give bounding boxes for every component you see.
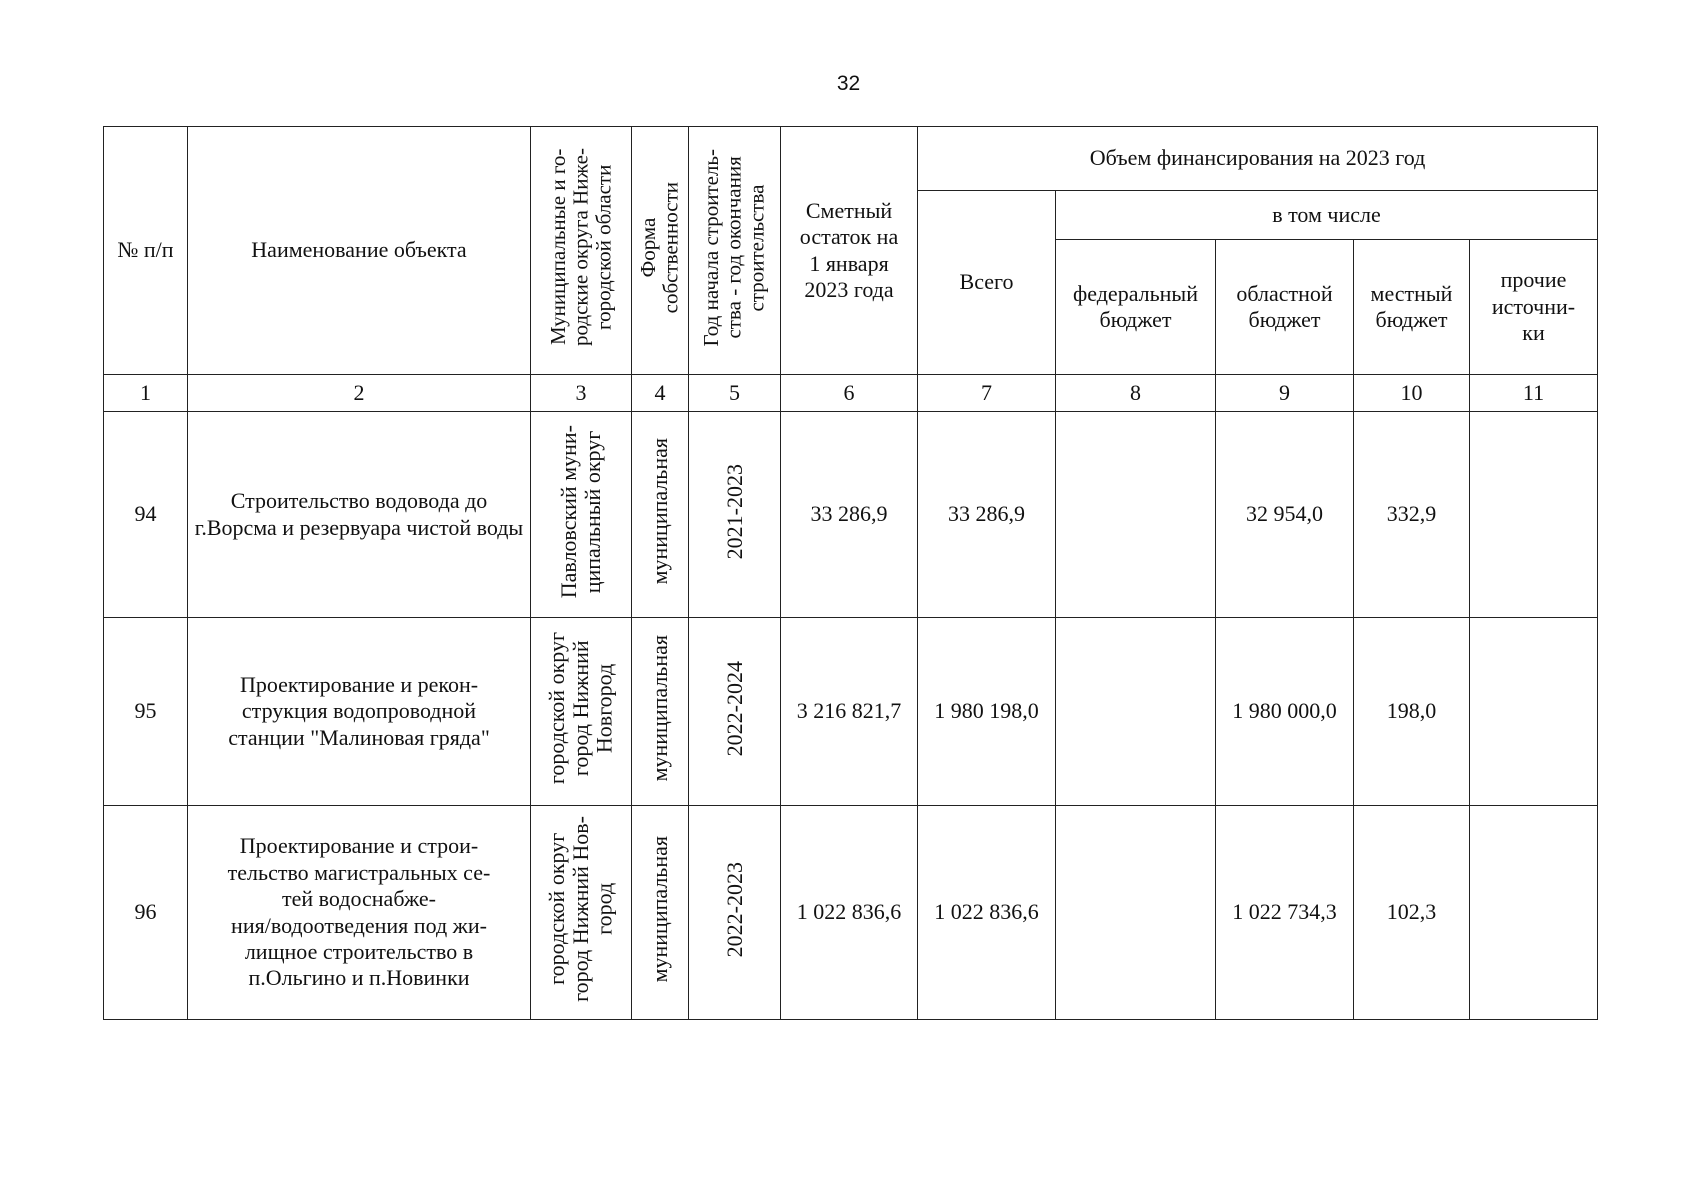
column-number: 9 bbox=[1216, 375, 1354, 412]
row-other bbox=[1470, 412, 1598, 618]
page-number: 32 bbox=[836, 72, 861, 95]
header-years: Год начала строитель- ства - год окончания строительства bbox=[689, 127, 781, 375]
row-other bbox=[1470, 806, 1598, 1020]
row-name: Строительство водовода до г.Ворсма и резервуара чистой воды bbox=[188, 412, 531, 618]
row-local: 102,3 bbox=[1354, 806, 1470, 1020]
header-regional: областной бюджет bbox=[1216, 240, 1354, 375]
column-number: 5 bbox=[689, 375, 781, 412]
header-other: прочие источни- ки bbox=[1470, 240, 1598, 375]
row-total: 33 286,9 bbox=[918, 412, 1056, 618]
row-name: Проектирование и рекон- струкция водопроводной станции "Малиновая гряда" bbox=[188, 618, 531, 806]
row-municipality: Павловский муни- ципальный округ bbox=[531, 412, 632, 618]
column-number: 8 bbox=[1056, 375, 1216, 412]
row-years: 2021-2023 bbox=[689, 412, 781, 618]
row-balance: 33 286,9 bbox=[781, 412, 918, 618]
row-ownership: муниципальная bbox=[632, 412, 689, 618]
row-balance: 1 022 836,6 bbox=[781, 806, 918, 1020]
row-regional: 1 980 000,0 bbox=[1216, 618, 1354, 806]
row-federal bbox=[1056, 412, 1216, 618]
column-number: 10 bbox=[1354, 375, 1470, 412]
row-municipality: городской округ город Нижний Новгород bbox=[531, 618, 632, 806]
row-name: Проектирование и строи- тельство магистральных се- тей водоснабже- ния/водоотведения под жи- лищное строительство в п.Ольгино и п.Новинки bbox=[188, 806, 531, 1020]
row-municipality: городской округ город Нижний Нов- город bbox=[531, 806, 632, 1020]
column-number: 3 bbox=[531, 375, 632, 412]
table-row bbox=[104, 618, 1598, 806]
header-municipality: Муниципальные и го- родские округа Ниже- городской области bbox=[531, 127, 632, 375]
header-local: местный бюджет bbox=[1354, 240, 1470, 375]
row-federal bbox=[1056, 618, 1216, 806]
row-ownership: муниципальная bbox=[632, 618, 689, 806]
row-years: 2022-2024 bbox=[689, 618, 781, 806]
row-num: 96 bbox=[104, 806, 188, 1020]
header-total: Всего bbox=[918, 191, 1056, 375]
column-number: 6 bbox=[781, 375, 918, 412]
header-federal: федеральный бюджет bbox=[1056, 240, 1216, 375]
row-federal bbox=[1056, 806, 1216, 1020]
header-num: № п/п bbox=[104, 127, 188, 375]
header-ownership: Форма собственности bbox=[632, 127, 689, 375]
financing-table bbox=[103, 126, 1598, 1020]
header-financing: Объем финансирования на 2023 год bbox=[918, 127, 1598, 191]
row-total: 1 980 198,0 bbox=[918, 618, 1056, 806]
row-regional: 1 022 734,3 bbox=[1216, 806, 1354, 1020]
header-including: в том числе bbox=[1056, 191, 1598, 240]
column-number: 2 bbox=[188, 375, 531, 412]
header-balance: Сметный остаток на 1 января 2023 года bbox=[781, 127, 918, 375]
header-name: Наименование объекта bbox=[188, 127, 531, 375]
row-years: 2022-2023 bbox=[689, 806, 781, 1020]
row-ownership: муниципальная bbox=[632, 806, 689, 1020]
table-row bbox=[104, 806, 1598, 1020]
row-total: 1 022 836,6 bbox=[918, 806, 1056, 1020]
row-local: 198,0 bbox=[1354, 618, 1470, 806]
column-number: 1 bbox=[104, 375, 188, 412]
column-number-row bbox=[104, 375, 1598, 412]
row-other bbox=[1470, 618, 1598, 806]
row-regional: 32 954,0 bbox=[1216, 412, 1354, 618]
row-local: 332,9 bbox=[1354, 412, 1470, 618]
row-num: 94 bbox=[104, 412, 188, 618]
row-num: 95 bbox=[104, 618, 188, 806]
row-balance: 3 216 821,7 bbox=[781, 618, 918, 806]
column-number: 7 bbox=[918, 375, 1056, 412]
column-number: 11 bbox=[1470, 375, 1598, 412]
column-number: 4 bbox=[632, 375, 689, 412]
table-row bbox=[104, 412, 1598, 618]
